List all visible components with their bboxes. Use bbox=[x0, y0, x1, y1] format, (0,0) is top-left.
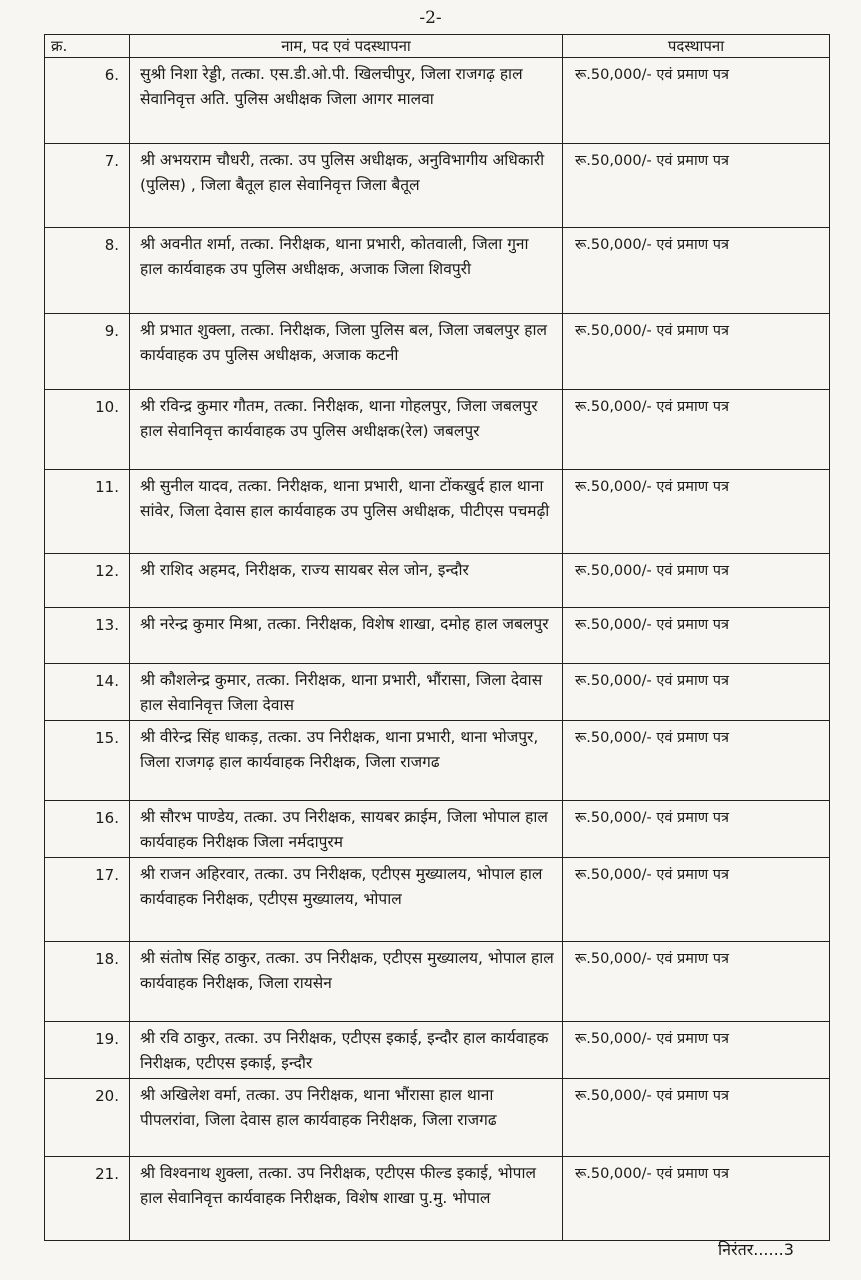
award-column-header: पदस्थापना bbox=[563, 35, 830, 58]
award-amount: रू.50,000/- एवं प्रमाण पत्र bbox=[563, 144, 830, 228]
table-row bbox=[45, 144, 830, 228]
serial-number: 8. bbox=[45, 228, 130, 314]
officer-details: श्री अखिलेश वर्मा, तत्का. उप निरीक्षक, थाना भौंरासा हाल थाना पीपलरांवा, जिला देवास हाल कार्यवाहक निरीक्षक, जिला राजगढ bbox=[130, 1079, 563, 1157]
award-amount: रू.50,000/- एवं प्रमाण पत्र bbox=[563, 470, 830, 554]
officer-details: श्री प्रभात शुक्ला, तत्का. निरीक्षक, जिला पुलिस बल, जिला जबलपुर हाल कार्यवाहक उप पुलिस अधीक्षक, अजाक कटनी bbox=[130, 314, 563, 390]
serial-number: 12. bbox=[45, 554, 130, 608]
award-amount: रू.50,000/- एवं प्रमाण पत्र bbox=[563, 58, 830, 144]
table-row bbox=[45, 58, 830, 144]
table-row bbox=[45, 228, 830, 314]
table-row bbox=[45, 554, 830, 608]
table-row bbox=[45, 721, 830, 801]
table-row bbox=[45, 942, 830, 1022]
officer-details: श्री सुनील यादव, तत्का. निरीक्षक, थाना प्रभारी, थाना टोंकखुर्द हाल थाना सांवेर, जिला देवास हाल कार्यवाहक उप पुलिस अधीक्षक, पीटीएस पचमढ़ी bbox=[130, 470, 563, 554]
award-amount: रू.50,000/- एवं प्रमाण पत्र bbox=[563, 554, 830, 608]
serial-number: 13. bbox=[45, 608, 130, 664]
officer-details: श्री कौशलेन्द्र कुमार, तत्का. निरीक्षक, थाना प्रभारी, भौंरासा, जिला देवास हाल सेवानिवृत्त जिला देवास bbox=[130, 664, 563, 721]
officer-details: श्री रविन्द्र कुमार गौतम, तत्का. निरीक्षक, थाना गोहलपुर, जिला जबलपुर हाल सेवानिवृत्त कार्यवाहक उप पुलिस अधीक्षक(रेल) जबलपुर bbox=[130, 390, 563, 470]
page-number: -2- bbox=[419, 8, 442, 28]
officer-details: श्री वीरेन्द्र सिंह धाकड़, तत्का. उप निरीक्षक, थाना प्रभारी, थाना भोजपुर, जिला राजगढ़ हाल कार्यवाहक निरीक्षक, जिला राजगढ bbox=[130, 721, 563, 801]
award-amount: रू.50,000/- एवं प्रमाण पत्र bbox=[563, 664, 830, 721]
officer-details: श्री विश्वनाथ शुक्ला, तत्का. उप निरीक्षक, एटीएस फील्ड इकाई, भोपाल हाल सेवानिवृत्त कार्यवाहक निरीक्षक, विशेष शाखा पु.मु. भोपाल bbox=[130, 1157, 563, 1241]
table-row bbox=[45, 1022, 830, 1079]
table-row bbox=[45, 608, 830, 664]
award-amount: रू.50,000/- एवं प्रमाण पत्र bbox=[563, 1157, 830, 1241]
serial-number: 6. bbox=[45, 58, 130, 144]
award-table bbox=[44, 34, 830, 1241]
award-amount: रू.50,000/- एवं प्रमाण पत्र bbox=[563, 1079, 830, 1157]
table-row bbox=[45, 1157, 830, 1241]
serial-number: 11. bbox=[45, 470, 130, 554]
officer-details: श्री अभयराम चौधरी, तत्का. उप पुलिस अधीक्षक, अनुविभागीय अधिकारी (पुलिस) , जिला बैतूल हाल सेवानिवृत्त जिला बैतूल bbox=[130, 144, 563, 228]
name-column-header: नाम, पद एवं पदस्थापना bbox=[130, 35, 563, 58]
serial-number: 17. bbox=[45, 858, 130, 942]
serial-number: 19. bbox=[45, 1022, 130, 1079]
officer-details: श्री संतोष सिंह ठाकुर, तत्का. उप निरीक्षक, एटीएस मुख्यालय, भोपाल हाल कार्यवाहक निरीक्षक, जिला रायसेन bbox=[130, 942, 563, 1022]
table-row bbox=[45, 801, 830, 858]
serial-number: 18. bbox=[45, 942, 130, 1022]
officer-details: श्री राजन अहिरवार, तत्का. उप निरीक्षक, एटीएस मुख्यालय, भोपाल हाल कार्यवाहक निरीक्षक, एटीएस मुख्यालय, भोपाल bbox=[130, 858, 563, 942]
award-amount: रू.50,000/- एवं प्रमाण पत्र bbox=[563, 858, 830, 942]
officer-details: श्री रवि ठाकुर, तत्का. उप निरीक्षक, एटीएस इकाई, इन्दौर हाल कार्यवाहक निरीक्षक, एटीएस इकाई, इन्दौर bbox=[130, 1022, 563, 1079]
officer-details: सुश्री निशा रेड्डी, तत्का. एस.डी.ओ.पी. खिलचीपुर, जिला राजगढ़ हाल सेवानिवृत्त अति. पुलिस अधीक्षक जिला आगर मालवा bbox=[130, 58, 563, 144]
table-row bbox=[45, 314, 830, 390]
award-amount: रू.50,000/- एवं प्रमाण पत्र bbox=[563, 801, 830, 858]
table-row bbox=[45, 390, 830, 470]
serial-number: 10. bbox=[45, 390, 130, 470]
serial-number: 21. bbox=[45, 1157, 130, 1241]
award-amount: रू.50,000/- एवं प्रमाण पत्र bbox=[563, 228, 830, 314]
serial-number: 7. bbox=[45, 144, 130, 228]
award-amount: रू.50,000/- एवं प्रमाण पत्र bbox=[563, 942, 830, 1022]
serial-number: 16. bbox=[45, 801, 130, 858]
award-amount: रू.50,000/- एवं प्रमाण पत्र bbox=[563, 721, 830, 801]
table-header-row bbox=[45, 35, 830, 58]
serial-number: 15. bbox=[45, 721, 130, 801]
serial-number: 20. bbox=[45, 1079, 130, 1157]
award-amount: रू.50,000/- एवं प्रमाण पत्र bbox=[563, 608, 830, 664]
officer-details: श्री नरेन्द्र कुमार मिश्रा, तत्का. निरीक्षक, विशेष शाखा, दमोह हाल जबलपुर bbox=[130, 608, 563, 664]
officer-details: श्री सौरभ पाण्डेय, तत्का. उप निरीक्षक, सायबर क्राईम, जिला भोपाल हाल कार्यवाहक निरीक्षक जिला नर्मदापुरम bbox=[130, 801, 563, 858]
continued-note: निरंतर......3 bbox=[718, 1240, 794, 1259]
award-amount: रू.50,000/- एवं प्रमाण पत्र bbox=[563, 314, 830, 390]
serial-number: 14. bbox=[45, 664, 130, 721]
award-amount: रू.50,000/- एवं प्रमाण पत्र bbox=[563, 1022, 830, 1079]
award-amount: रू.50,000/- एवं प्रमाण पत्र bbox=[563, 390, 830, 470]
serial-number: 9. bbox=[45, 314, 130, 390]
officer-details: श्री अवनीत शर्मा, तत्का. निरीक्षक, थाना प्रभारी, कोतवाली, जिला गुना हाल कार्यवाहक उप पुलिस अधीक्षक, अजाक जिला शिवपुरी bbox=[130, 228, 563, 314]
table-row bbox=[45, 664, 830, 721]
table-row bbox=[45, 1079, 830, 1157]
officer-details: श्री राशिद अहमद, निरीक्षक, राज्य सायबर सेल जोन, इन्दौर bbox=[130, 554, 563, 608]
serial-column-header: क्र. bbox=[45, 35, 130, 58]
table-row bbox=[45, 470, 830, 554]
table-row bbox=[45, 858, 830, 942]
